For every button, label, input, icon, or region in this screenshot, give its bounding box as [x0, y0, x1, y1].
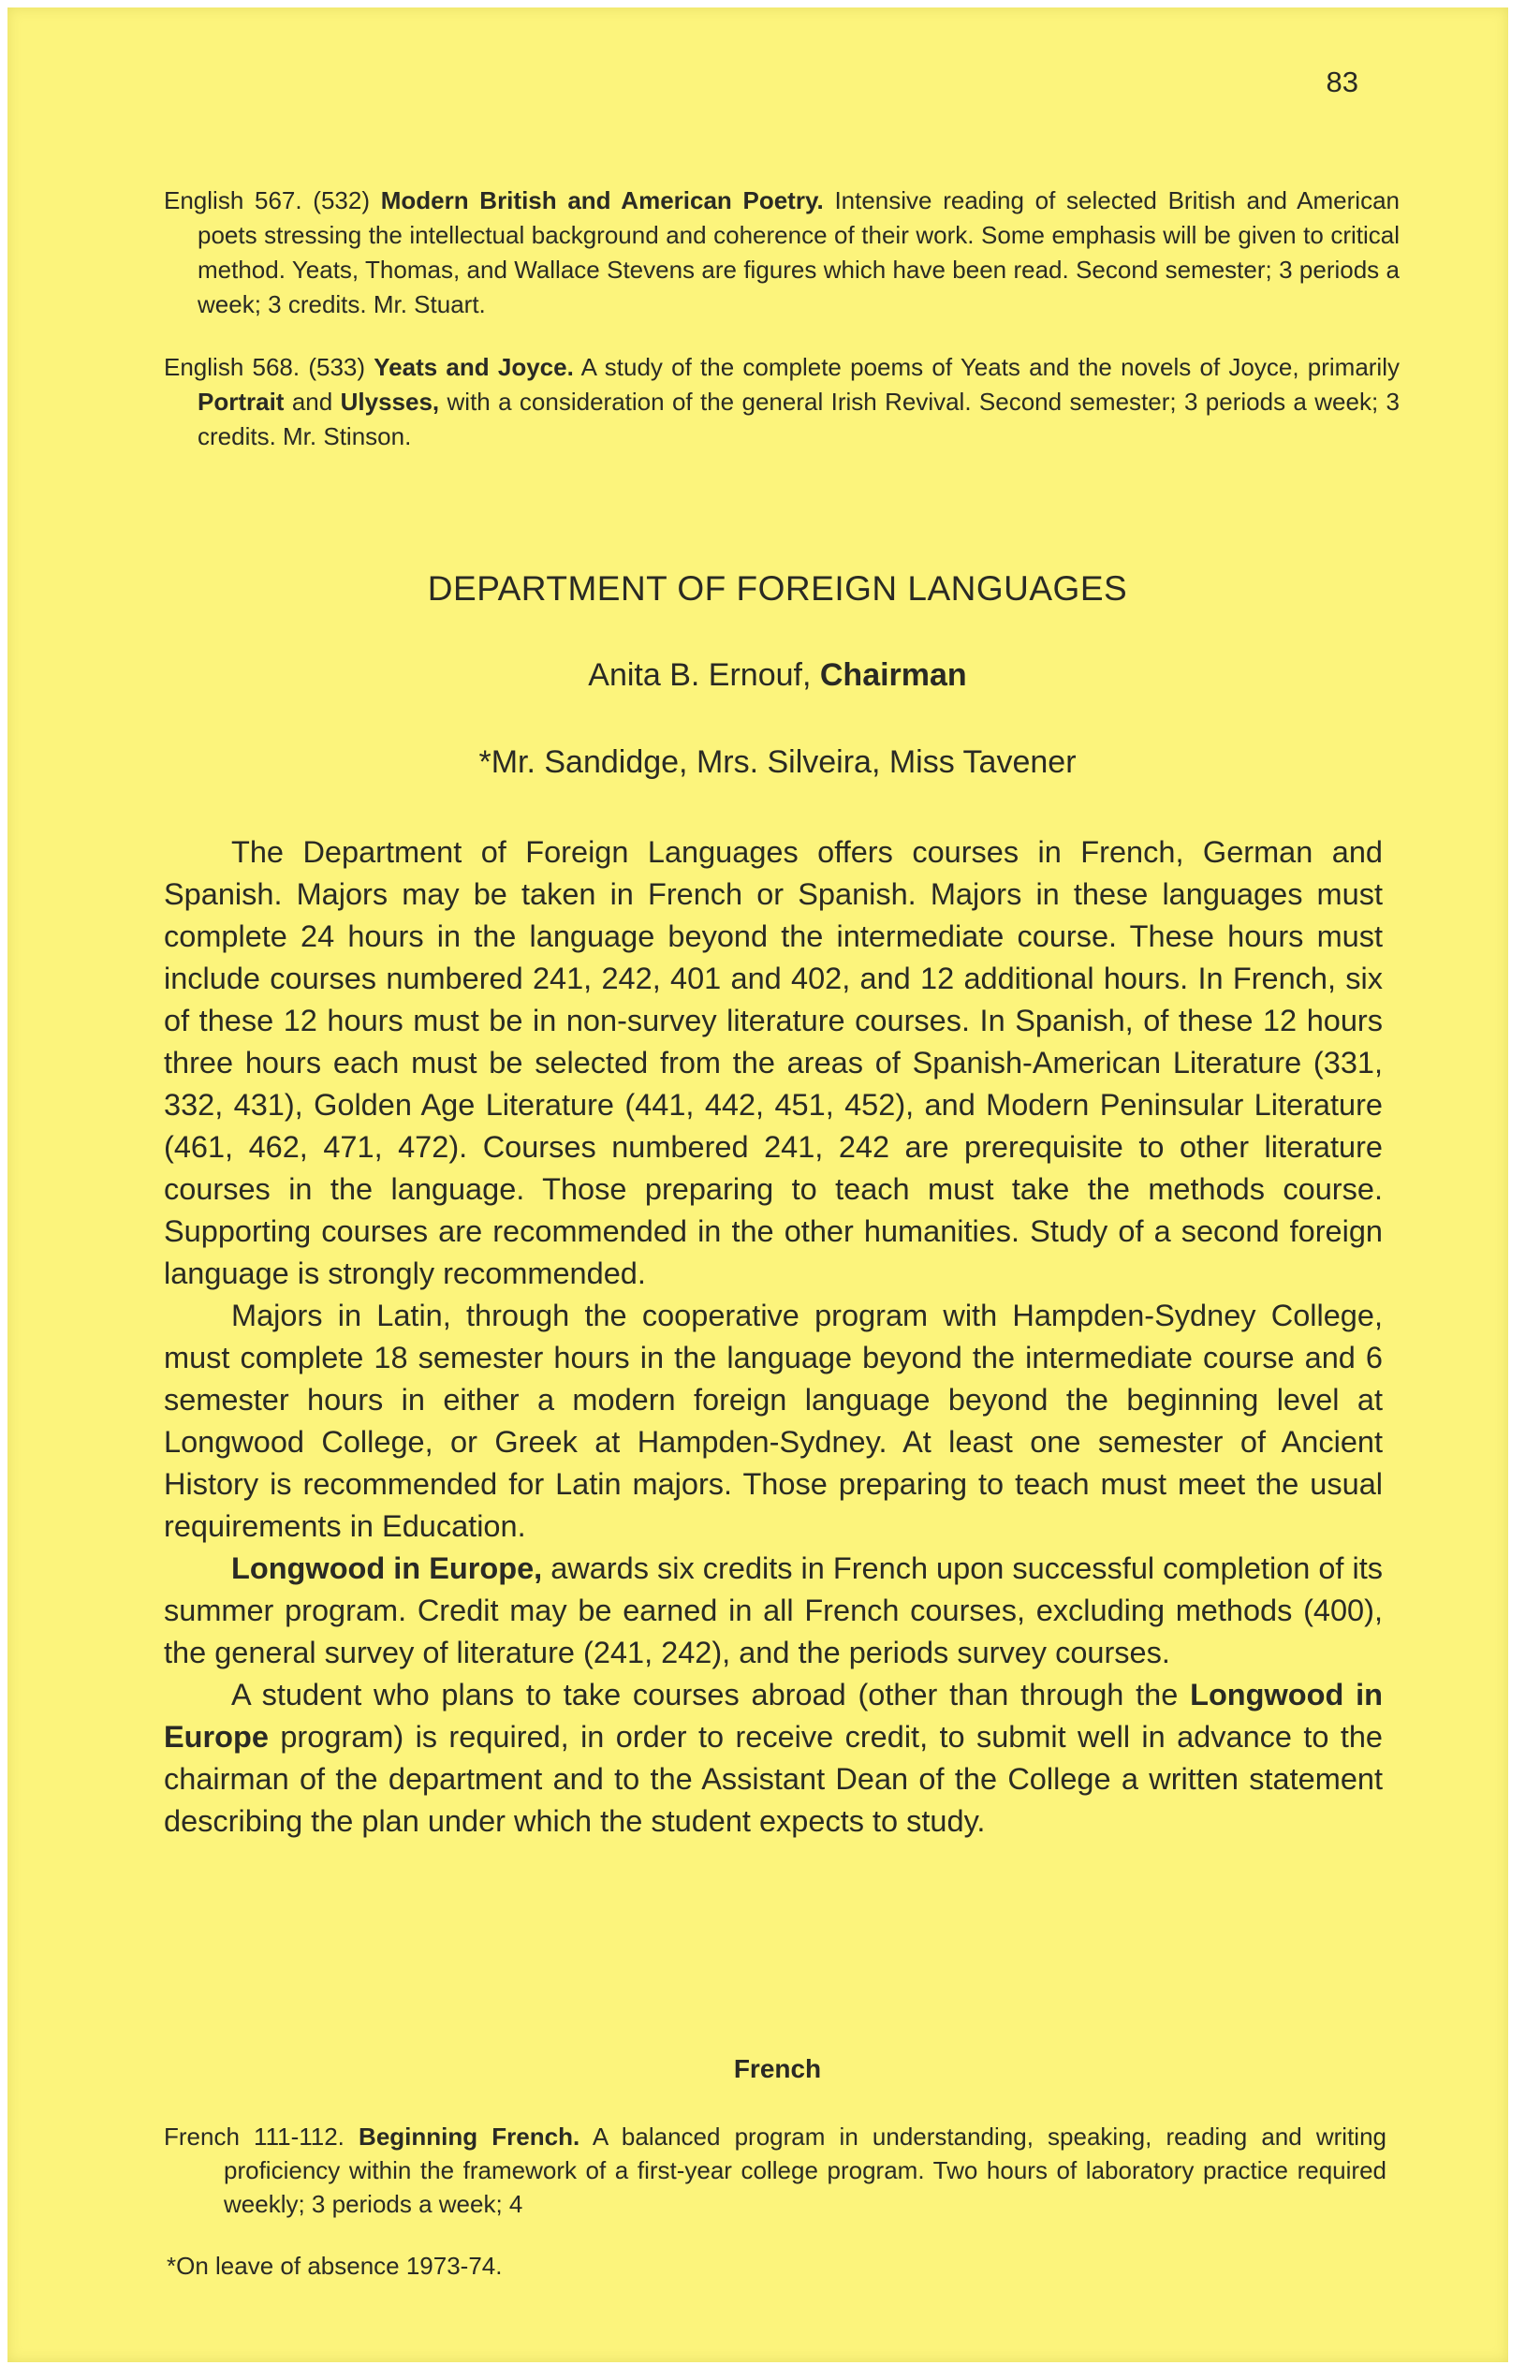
chair-role: Chairman — [819, 657, 967, 693]
paragraph-longwood-europe — [164, 1548, 1383, 1674]
french-course-entries — [164, 2120, 1386, 2221]
department-chair — [7, 657, 1540, 694]
course-entry-english-567 — [164, 184, 1400, 322]
course-code: English 567. (532) — [164, 186, 370, 214]
course-title: Beginning French. — [359, 2123, 580, 2151]
english-course-entries — [164, 184, 1400, 454]
paragraph-majors: The Department of Foreign Languages offers courses in French, German and Spanish. Majors may be taken in French or Spanish. Majors in these languages must complete 24 hours in the language beyond the intermediate course. These hours must include courses numbered 241, 242, 401 and 402, and 12 additional hours. In French, six of these 12 hours must be in non-survey literature courses. In Spanish, of these 12 hours three hours each must be selected from the areas of Spanish-American Literature (331, 332, 431), Golden Age Literature (441, 442, 451, 452), and Modern Peninsular Literature (461, 462, 471, 472). Courses numbered 241, 242 are prerequisite to other literature courses in the language. Those preparing to teach must take the methods course. Supporting courses are recommended in the other humanities. Study of a second foreign language is strongly recommended. — [164, 835, 1383, 1290]
course-entry-english-568 — [164, 350, 1400, 454]
course-code: English 568. (533) — [164, 353, 366, 381]
course-description-end: with a consideration of the general Irish Revival. Second semester; 3 periods a week; 3 credits. Mr. Stinson. — [198, 388, 1400, 450]
course-entry-french-111-112 — [164, 2120, 1386, 2221]
paragraph-study-abroad — [164, 1674, 1383, 1843]
program-name: Longwood in Europe — [164, 1678, 1383, 1754]
french-subheading: French — [733, 2054, 822, 2083]
paragraph-text: awards six credits in French upon successful completion of its summer program. Credit may be earned in all French courses, excluding methods (400), the general survey of literature (241, 242), and the periods survey courses. — [164, 1551, 1383, 1669]
course-code: French 111-112. — [164, 2123, 345, 2151]
paragraph-latin: Majors in Latin, through the cooperative program with Hampden-Sydney College, must complete 18 semester hours in the language beyond the intermediate course and 6 semester hours in either a modern foreign language beyond the beginning level at Longwood College, or Greek at Hampden-Sydney. At least one semester of Ancient History is recommended for Latin majors. Those preparing to teach must meet the usual requirements in Education. — [164, 1299, 1383, 1543]
course-description: A study of the complete poems of Yeats and the novels of Joyce, primarily — [580, 353, 1400, 381]
program-name: Longwood in Europe, — [231, 1551, 543, 1585]
paragraph-text: A student who plans to take courses abroad (other than through the — [231, 1678, 1179, 1712]
footnote: *On leave of absence 1973-74. — [167, 2252, 503, 2280]
course-description: Intensive reading of selected British and American poets stressing the intellectual background and coherence of their work. Some emphasis will be given to critical method. Yeats, Thomas, and Wallace Stevens are figures which have been read. Second semester; 3 periods a week; 3 credits. Mr. Stuart. — [198, 186, 1400, 318]
department-faculty: *Mr. Sandidge, Mrs. Silveira, Miss Tavener — [478, 744, 1077, 780]
work-title-ulysses: Ulysses, — [340, 388, 440, 416]
page-number: 83 — [1326, 66, 1358, 98]
department-description — [164, 831, 1383, 1843]
department-heading: DEPARTMENT OF FOREIGN LANGUAGES — [427, 569, 1128, 608]
course-description-cont: and — [291, 388, 333, 416]
page-sheet — [7, 7, 1508, 2362]
work-title-portrait: Portrait — [198, 388, 285, 416]
course-title: Modern British and American Poetry. — [380, 186, 824, 214]
course-title: Yeats and Joyce. — [374, 353, 574, 381]
paragraph-text-cont: program) is required, in order to receive credit, to submit well in advance to the chairman of the department and to the Assistant Dean of the College a written statement describing the plan under which the student expects to study. — [164, 1720, 1384, 1838]
chair-name: Anita B. Ernouf, — [588, 657, 812, 693]
course-description: A balanced program in understanding, speaking, reading and writing proficiency within the framework of a first-year college program. Two hours of laboratory practice required weekly; 3 periods a week; 4 — [224, 2123, 1386, 2218]
